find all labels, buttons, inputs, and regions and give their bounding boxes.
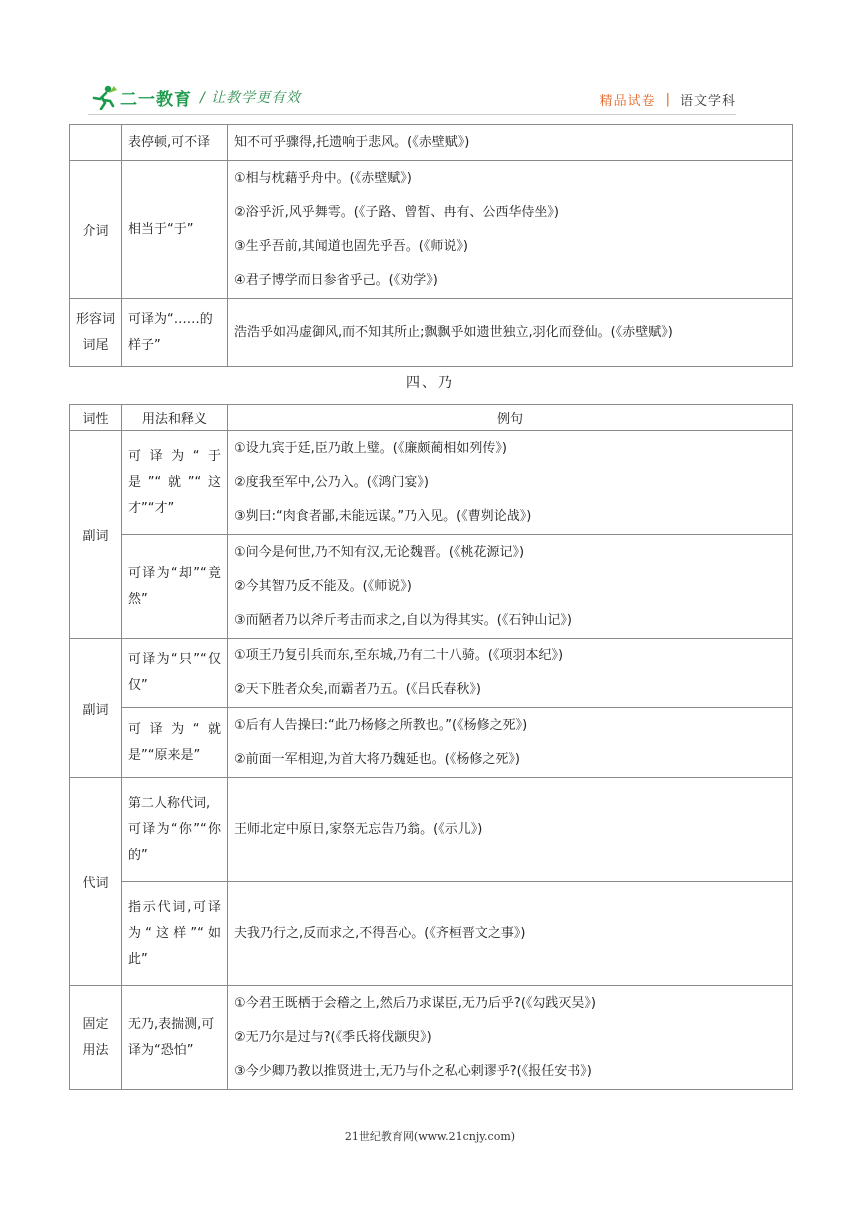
example-line: ②天下胜者众矣,而霸者乃五。(《吕氏春秋》) [234, 682, 481, 697]
example-cell [228, 882, 793, 986]
pos-line: 用法 [82, 1042, 109, 1058]
example-cell [228, 125, 793, 161]
table-row [70, 708, 793, 778]
example-line: ②无乃尔是过与?(《季氏将伐颛臾》) [234, 1029, 432, 1045]
example-line: ①项王乃复引兵而东,至东城,乃有二十八骑。(《项羽本纪》) [234, 648, 564, 663]
column-header-examples: 例句 [228, 405, 793, 431]
usage-cell [122, 639, 228, 708]
pos-line: 固定 [82, 1016, 109, 1032]
pos-cell: 副词 [70, 639, 122, 778]
table-header-row [70, 405, 793, 431]
usage-line: 仅” [128, 678, 148, 693]
pos-cell [70, 299, 122, 367]
usage-line: 样子” [128, 337, 161, 353]
example-line: ②浴乎沂,风乎舞雩。(《子路、曾皙、冉有、公西华侍坐》) [234, 204, 559, 220]
column-header-usage: 用法和释义 [122, 405, 228, 431]
header-separator: | [665, 92, 670, 107]
table-hu [69, 124, 793, 367]
usage-line: 然” [128, 591, 148, 607]
usage-line: 可译为“只”“仅 [128, 652, 221, 667]
usage-line: 可译为“就 [128, 721, 221, 737]
usage-line: 译为“恐怕” [128, 1042, 194, 1058]
pos-cell: 副词 [70, 431, 122, 639]
pos-cell: 代词 [70, 778, 122, 986]
usage-line: 可译为“……的 [128, 311, 213, 327]
subject-label: 语文学科 [679, 94, 736, 109]
example-cell [228, 708, 793, 778]
example-line: ①设九宾于廷,臣乃敢上璧。(《廉颇蔺相如列传》) [234, 440, 507, 456]
usage-line: 为“这样”“如 [128, 925, 221, 941]
example-cell [228, 986, 793, 1090]
table-row [70, 882, 793, 986]
usage-line: 可译为“你”“你 [128, 821, 221, 837]
example-cell [228, 639, 793, 708]
example-line: ①后有人告操曰:“此乃杨修之所教也。”(《杨修之死》) [234, 717, 528, 733]
usage-cell [122, 535, 228, 639]
example-line: ①今君王既栖于会稽之上,然后乃求谋臣,无乃后乎?(《勾践灭吴》) [234, 995, 596, 1011]
example-line: ②度我至军中,公乃入。(《鸿门宴》) [234, 474, 429, 490]
example-cell [228, 299, 793, 367]
example-cell [228, 778, 793, 882]
pos-line: 形容词 [76, 311, 116, 327]
usage-line: 无乃,表揣测,可 [128, 1016, 215, 1032]
example-cell [228, 535, 793, 639]
brand-logo [88, 84, 301, 110]
example-line: ①问今是何世,乃不知有汉,无论魏晋。(《桃花源记》) [234, 544, 525, 560]
pos-cell [70, 125, 122, 161]
table-row [70, 639, 793, 708]
example-line: ②前面一军相迎,为首大将乃魏延也。(《杨修之死》) [234, 751, 520, 767]
usage-line: 此” [128, 951, 148, 967]
example-line: ③生乎吾前,其闻道也固先乎吾。(《师说》) [234, 238, 468, 254]
example-line: ①相与枕藉乎舟中。(《赤壁赋》) [234, 170, 412, 186]
usage-cell [122, 778, 228, 882]
usage-cell: 表停顿,可不译 [122, 125, 228, 161]
example-line: ④君子博学而日参省乎己。(《劝学》) [234, 272, 438, 288]
column-header-pos: 词性 [70, 405, 122, 431]
example-line: 浩浩乎如冯虚御风,而不知其所止;飘飘乎如遗世独立,羽化而登仙。(《赤壁赋》) [234, 324, 673, 340]
table-row [70, 535, 793, 639]
usage-cell [122, 431, 228, 535]
usage-cell [122, 986, 228, 1090]
header-divider [88, 114, 736, 115]
usage-line: 可译为“于 [128, 448, 221, 464]
example-line: 夫我乃行之,反而求之,不得吾心。(《齐桓晋文之事》) [234, 925, 526, 941]
table-row [70, 125, 793, 161]
pos-line: 词尾 [82, 337, 109, 353]
section-title: 四、乃 [406, 375, 454, 391]
table-row [70, 778, 793, 882]
table-row [70, 161, 793, 299]
usage-cell: 相当于“于” [122, 161, 228, 299]
usage-line: 的” [128, 847, 148, 863]
example-line: ③今少卿乃教以推贤进士,无乃与仆之私心剌谬乎?(《报任安书》) [234, 1063, 592, 1079]
usage-cell [122, 708, 228, 778]
pos-cell: 介词 [70, 161, 122, 299]
usage-line: 才”“才” [128, 500, 175, 516]
brand-name: 二一教育 [120, 89, 192, 110]
page-footer: 21世纪教育网(www.21cnjy.com) [344, 1130, 516, 1143]
table-nai [69, 404, 793, 1090]
usage-line: 指示代词,可译 [128, 899, 221, 915]
example-line: ③而陋者乃以斧斤考击而求之,自以为得其实。(《石钟山记》) [234, 612, 572, 628]
runner-logo-icon [88, 84, 118, 110]
example-line: 知不可乎骤得,托遗响于悲风。(《赤壁赋》) [234, 134, 470, 150]
premium-label: 精品试卷 [599, 94, 656, 109]
brand-slogan: / 让教学更有效 [200, 90, 302, 106]
example-cell [228, 431, 793, 535]
usage-cell [122, 299, 228, 367]
example-line: 王师北定中原日,家祭无忘告乃翁。(《示儿》) [234, 821, 483, 837]
pos-cell [70, 986, 122, 1090]
usage-line: 是”“原来是” [128, 747, 201, 763]
example-cell [228, 161, 793, 299]
example-line: ②今其智乃反不能及。(《师说》) [234, 578, 412, 594]
table-row [70, 299, 793, 367]
page-header [0, 0, 860, 120]
usage-line: 第二人称代词, [128, 795, 211, 811]
usage-cell [122, 882, 228, 986]
usage-line: 可译为“却”“竟 [128, 565, 221, 581]
example-line: ③刿曰:“肉食者鄙,未能远谋。”乃入见。(《曹刿论战》) [234, 508, 532, 524]
usage-line: 是”“就”“这 [128, 474, 221, 490]
table-row [70, 431, 793, 535]
table-row [70, 986, 793, 1090]
header-tags [600, 90, 736, 109]
